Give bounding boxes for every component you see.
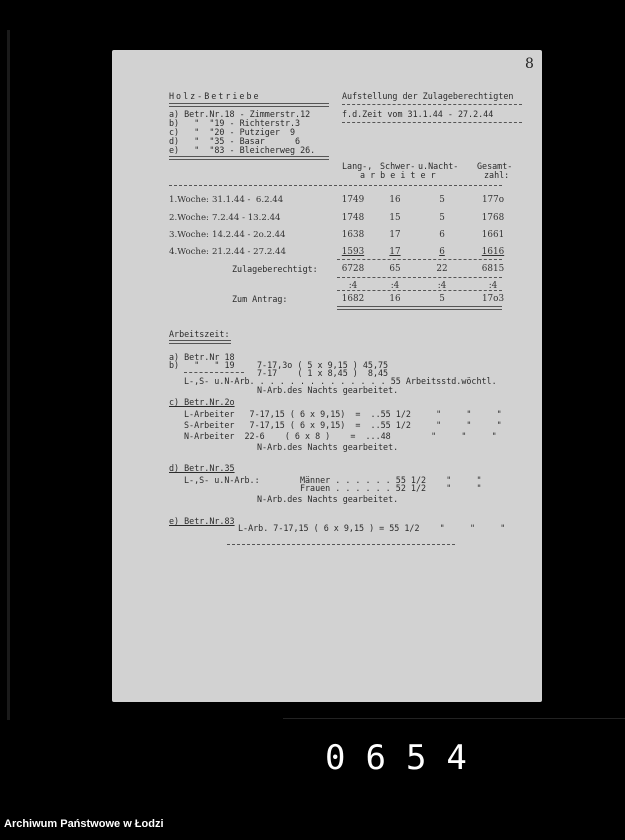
row-label: 4.Woche: [169, 247, 209, 257]
row-gesamt: 1768 [481, 213, 505, 223]
betrieb-b: b) " "19 - Richterstr.3 [169, 118, 301, 128]
row-range: 7.2.44 - 13.2.44 [212, 213, 281, 223]
divisor-gesamt: :4 [488, 281, 498, 291]
betrieb-d: d) " "35 - Basar 6 [169, 136, 301, 146]
betrieb-c-title: c) Betr.Nr.2o [169, 397, 235, 407]
c-row: L-Arbeiter 7-17,15 ( 6 x 9,15) = ..55 1/2 " " " [184, 409, 502, 419]
row-lang: 1748 [341, 213, 365, 223]
row-gesamt: 1661 [481, 230, 505, 240]
antrag-schwer: 16 [389, 294, 401, 304]
row-nacht: 5 [439, 195, 445, 205]
betrieb-a-line: a) Betr.Nr 18 [169, 352, 235, 362]
col-schwer: Schwer- [380, 161, 416, 171]
table-header-dash [169, 185, 502, 186]
ls-line: L-,S- u.N-Arb. . . . . . . . . . . . . . 55 Arbeitsstd.wöchtl. [184, 376, 497, 386]
antrag-underline [337, 306, 502, 310]
page-mark: 8 [525, 56, 534, 72]
antrag-nacht: 5 [439, 294, 445, 304]
c-row: N-Arbeiter 22-6 ( 6 x 8 ) = ...48 " " " [184, 431, 497, 441]
row-lang: 1638 [341, 230, 365, 240]
divisor-lang: :4 [348, 281, 358, 291]
total-schwer: 65 [389, 264, 401, 274]
antrag-lang: 1682 [341, 294, 365, 304]
total-lang: 6728 [341, 264, 365, 274]
row-gesamt: 177o [481, 195, 505, 205]
total-nacht: 22 [436, 264, 448, 274]
total-dash [337, 277, 502, 278]
film-edge-line [7, 30, 10, 720]
antrag-label: Zum Antrag: [232, 294, 288, 304]
betrieb-d-title: d) Betr.Nr.35 [169, 463, 235, 473]
c-row: S-Arbeiter 7-17,15 ( 6 x 9,15) = ..55 1/2 " " " [184, 420, 502, 430]
divisor-schwer: :4 [390, 281, 400, 291]
row-lang: 1593 [341, 247, 365, 257]
betrieb-c: c) " "20 - Putziger 9 [169, 127, 296, 137]
row-schwer: 17 [389, 247, 401, 257]
betrieb-e-title: e) Betr.Nr.83 [169, 516, 235, 526]
d-note: N-Arb.des Nachts gearbeitet. [257, 494, 399, 504]
row-schwer: 16 [389, 195, 401, 205]
document-title: Holz-Betriebe [169, 91, 261, 101]
divisor-dash [337, 290, 502, 291]
period-dash [342, 122, 522, 123]
end-dash [227, 544, 455, 545]
e-line: L-Arb. 7-17,15 ( 6 x 9,15 ) = 55 1/2 " " " [238, 523, 506, 533]
c-note: N-Arb.des Nachts gearbeitet. [257, 442, 399, 452]
row-nacht: 5 [439, 213, 445, 223]
total-label: Zulageberechtigt: [232, 264, 318, 274]
document-page [112, 50, 542, 702]
arbeitszeit-underline [169, 340, 231, 344]
divisor-nacht: :4 [437, 281, 447, 291]
row-gesamt: 1616 [481, 247, 505, 257]
arbeitszeit-title: Arbeitszeit: [169, 329, 230, 339]
frame-number: 0654 [325, 738, 487, 778]
heading-dash [342, 104, 522, 105]
row-nacht: 6 [439, 247, 445, 257]
betriebe-underline [169, 156, 329, 160]
sum-dash [337, 259, 502, 260]
heading-right: Aufstellung der Zulageberechtigten [342, 91, 514, 101]
row-label: 1.Woche: [169, 195, 209, 205]
antrag-gesamt: 17o3 [481, 294, 505, 304]
row-schwer: 15 [389, 213, 401, 223]
d-line-2: Frauen . . . . . . 52 1/2 " " [184, 483, 482, 493]
b-hours: 7-17 ( 1 x 8,45 ) 8,45 [257, 368, 389, 378]
col-gesamt-2: zahl: [484, 170, 510, 180]
row-range: 31.1.44 - 6.2.44 [212, 195, 284, 205]
period: f.d.Zeit vom 31.1.44 - 27.2.44 [342, 109, 494, 119]
betrieb-b-line: b) " " 19 [169, 360, 235, 370]
row-lang: 1749 [341, 195, 365, 205]
archive-name: Archiwum Państwowe w Łodzi [4, 818, 164, 830]
row-label: 3.Woche: [169, 230, 209, 240]
row-range: 21.2.44 - 27.2.44 [212, 247, 286, 257]
d-line-1: L-,S- u.N-Arb.: Männer . . . . . . 55 1/2 " " [184, 475, 482, 485]
col-nacht: u.Nacht- [418, 161, 459, 171]
row-label: 2.Woche: [169, 213, 209, 223]
col-gesamt: Gesamt- [477, 161, 513, 171]
row-nacht: 6 [439, 230, 445, 240]
row-range: 14.2.44 - 2o.2.44 [212, 230, 286, 240]
col-lang: Lang-, [342, 161, 373, 171]
a-hours: 7-17,3o ( 5 x 9,15 ) 45,75 [257, 360, 389, 370]
row-schwer: 17 [389, 230, 401, 240]
title-underline [169, 103, 329, 107]
n-note: N-Arb.des Nachts gearbeitet. [257, 385, 399, 395]
total-gesamt: 6815 [481, 264, 505, 274]
col-arbeiter: a r b e i t e r [360, 170, 436, 180]
betrieb-a: a) Betr.Nr.18 - Zimmerstr.12 [169, 109, 311, 119]
ab-dash [184, 372, 244, 373]
betrieb-e: e) " "83 - Bleicherweg 26. [169, 145, 316, 155]
